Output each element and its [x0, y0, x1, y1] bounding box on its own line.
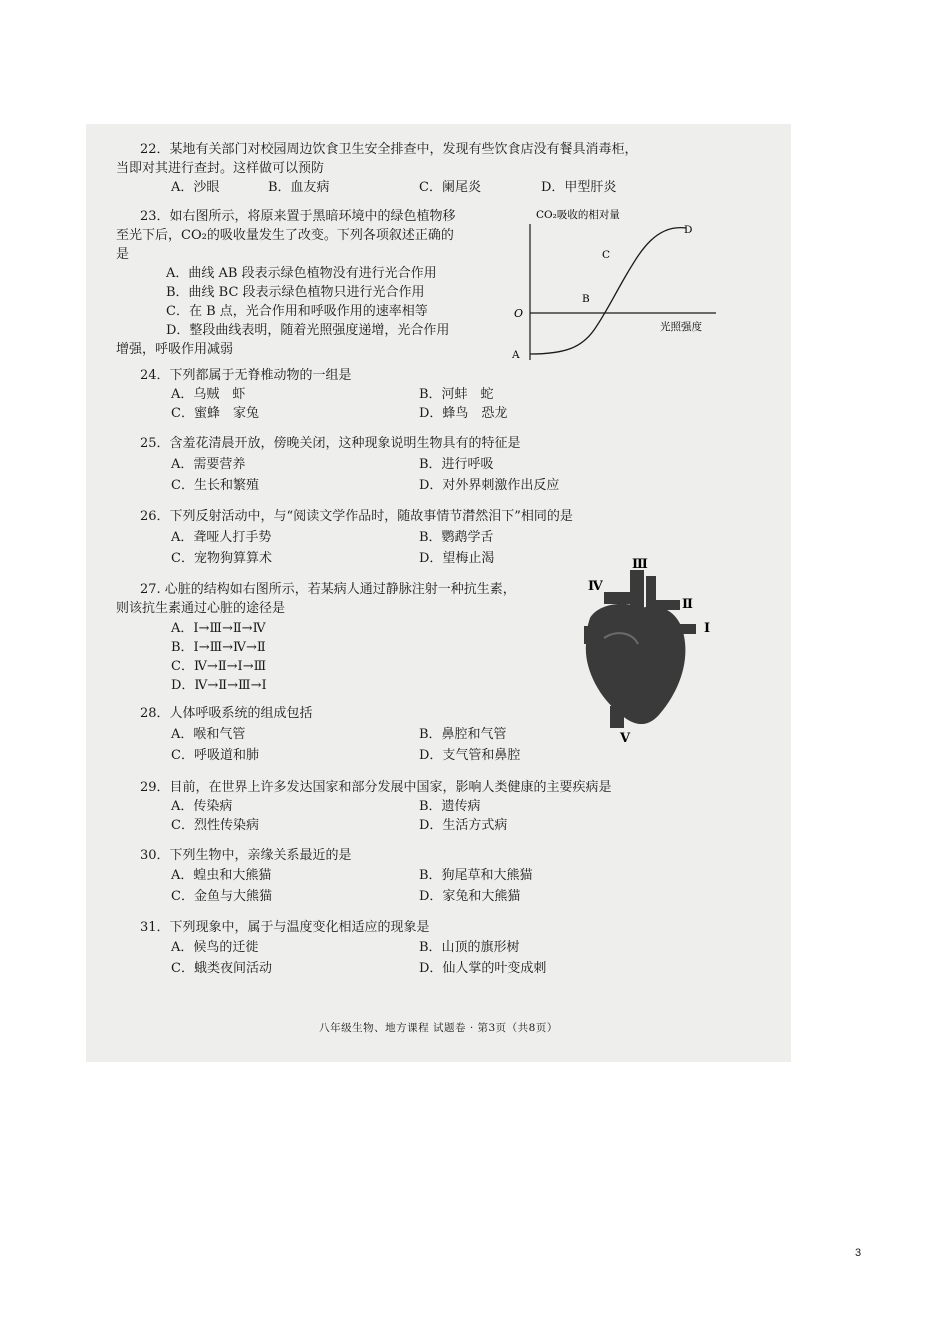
- option-a: A．蝗虫和大熊猫: [171, 868, 272, 883]
- page-number: 3: [855, 1247, 862, 1259]
- option-c: C．蜜蜂 家兔: [171, 406, 259, 421]
- option-d: D．家兔和大熊猫: [419, 889, 521, 904]
- option-c: C．宠物狗算算术: [171, 551, 272, 566]
- option-c: C．Ⅳ→Ⅱ→Ⅰ→Ⅲ: [171, 659, 267, 674]
- option-b: B．鹦鹉学舌: [419, 530, 494, 545]
- option-d: D．蜂鸟 恐龙: [419, 406, 508, 421]
- option-c: C．蛾类夜间活动: [171, 961, 272, 976]
- heart-vessel-left: [604, 592, 634, 604]
- point-a-label: A: [512, 349, 520, 361]
- option-c: C．金鱼与大熊猫: [171, 889, 272, 904]
- question-stem: 25．含羞花清晨开放，傍晚关闭，这种现象说明生物具有的特征是: [140, 436, 521, 451]
- option-c: C．烈性传染病: [171, 818, 259, 833]
- question-stem: 28．人体呼吸系统的组成包括: [140, 706, 313, 721]
- option-d-continued: 增强，呼吸作用减弱: [116, 342, 234, 357]
- point-b-label: B: [582, 293, 590, 305]
- question-stem: 26．下列反射活动中，与“阅读文学作品时，随故事情节潸然泪下”相同的是: [140, 509, 573, 524]
- option-a: A．需要营养: [171, 457, 246, 472]
- question-stem: 是: [116, 247, 130, 262]
- point-c-label: C: [602, 249, 611, 261]
- point-d-label: D: [684, 224, 693, 236]
- option-a: A．Ⅰ→Ⅲ→Ⅱ→Ⅳ: [171, 621, 266, 636]
- option-d: D．对外界刺激作出反应: [419, 478, 560, 493]
- option-a: A．沙眼: [171, 180, 220, 195]
- heart-body: [586, 604, 686, 724]
- heart-vessel-top: [646, 576, 656, 610]
- option-d: D．Ⅳ→Ⅱ→Ⅲ→Ⅰ: [171, 678, 267, 693]
- option-b: B．血友病: [268, 180, 330, 195]
- heart-label-v: Ⅴ: [620, 731, 631, 746]
- photosynthesis-graph: [506, 202, 736, 370]
- heart-vessel-bottom: [610, 706, 624, 728]
- heart-diagram: [576, 556, 726, 746]
- question-stem: 30．下列生物中，亲缘关系最近的是: [140, 848, 352, 863]
- question-stem: 29．目前，在世界上许多发达国家和部分发展中国家，影响人类健康的主要疾病是: [140, 780, 612, 795]
- heart-label-iii: Ⅲ: [632, 557, 648, 572]
- heart-label-ii: Ⅱ: [682, 597, 693, 612]
- origin-label: O: [514, 307, 524, 320]
- co2-curve: [530, 228, 686, 354]
- option-d: D．甲型肝炎: [541, 180, 617, 195]
- question-stem: 23．如右图所示，将原来置于黑暗环境中的绿色植物移: [140, 209, 456, 224]
- option-d: D．仙人掌的叶变成刺: [419, 961, 547, 976]
- option-b: B．进行呼吸: [419, 457, 494, 472]
- option-d: D．支气管和鼻腔: [419, 748, 521, 763]
- question-stem: 则该抗生素通过心脏的途径是: [116, 601, 286, 616]
- option-a: A．聋哑人打手势: [171, 530, 272, 545]
- question-stem: 当即对其进行查封。这样做可以预防: [116, 161, 325, 176]
- option-a: A．乌贼 虾: [171, 387, 246, 402]
- option-c: C．阑尾炎: [419, 180, 481, 195]
- question-stem: 至光下后，CO₂的吸收量发生了改变。下列各项叙述正确的: [116, 228, 454, 243]
- graph-ylabel: CO₂吸收的相对量: [536, 209, 620, 221]
- option-d: D．生活方式病: [419, 818, 508, 833]
- option-c: C．在 B 点，光合作用和呼吸作用的速率相等: [166, 304, 428, 319]
- question-stem: 31．下列现象中，属于与温度变化相适应的现象是: [140, 920, 430, 935]
- option-d: D．整段曲线表明，随着光照强度递增，光合作用: [166, 323, 450, 338]
- option-b: B．河蚌 蛇: [419, 387, 494, 402]
- option-b: B．鼻腔和气管: [419, 727, 507, 742]
- page-footer: 八年级生物、地方课程 试题卷 · 第3页（共8页）: [319, 1022, 558, 1034]
- question-stem: 24．下列都属于无脊椎动物的一组是: [140, 368, 352, 383]
- option-b: B．遗传病: [419, 799, 481, 814]
- option-a: A．喉和气管: [171, 727, 246, 742]
- heart-label-iv: Ⅳ: [588, 579, 603, 594]
- heart-label-i: Ⅰ: [704, 621, 711, 636]
- exam-page: [86, 124, 791, 1062]
- question-stem: 27. 心脏的结构如右图所示，若某病人通过静脉注射一种抗生素，: [140, 582, 516, 597]
- option-c: C．生长和繁殖: [171, 478, 259, 493]
- option-a: A．曲线 AB 段表示绿色植物没有进行光合作用: [166, 266, 437, 281]
- option-b: B．狗尾草和大熊猫: [419, 868, 533, 883]
- option-b: B．曲线 BC 段表示绿色植物只进行光合作用: [166, 285, 425, 300]
- question-stem: 22．某地有关部门对校园周边饮食卫生安全排查中，发现有些饮食店没有餐具消毒柜，: [140, 142, 638, 157]
- option-a: A．候鸟的迁徙: [171, 940, 259, 955]
- option-a: A．传染病: [171, 799, 233, 814]
- option-b: B．Ⅰ→Ⅲ→Ⅳ→Ⅱ: [171, 640, 266, 655]
- option-c: C．呼吸道和肺: [171, 748, 259, 763]
- option-d: D．望梅止渴: [419, 551, 495, 566]
- graph-xlabel: 光照强度: [660, 321, 702, 333]
- option-b: B．山顶的旗形树: [419, 940, 520, 955]
